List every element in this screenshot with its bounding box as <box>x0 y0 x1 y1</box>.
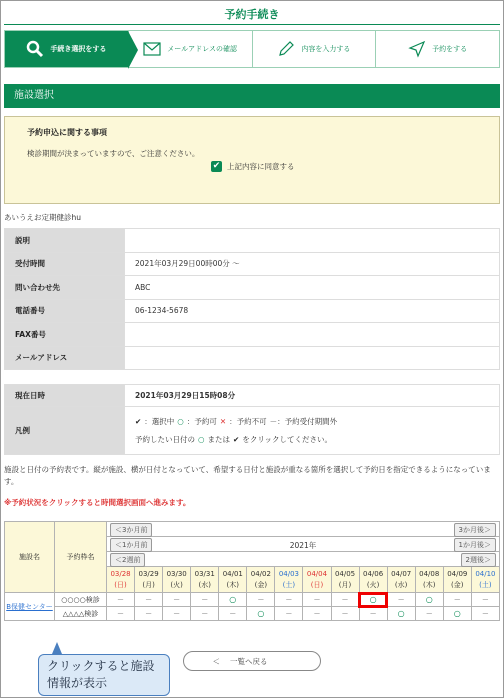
chevron-left-icon: ＜ <box>212 656 220 666</box>
schedule-description: 施設と日付の予約表です。縦が施設、横が日付となっていて、希望する日付と施設が重なる箇所を選択して予約日を指定できるようになっています。 <box>4 465 491 486</box>
slot-available[interactable] <box>443 607 471 621</box>
date-label: 04/04 <box>306 569 328 578</box>
prev-2week-button[interactable]: ＜2週前 <box>110 553 145 567</box>
title-divider <box>4 24 500 25</box>
dash-mark: － <box>145 609 153 618</box>
nav-row-2week <box>107 552 500 567</box>
instruction-pre: 予約したい日付の <box>135 435 195 444</box>
info-label: 説明 <box>5 229 125 253</box>
dash-mark: － <box>173 595 181 604</box>
info-row <box>5 323 500 347</box>
date-header <box>191 567 219 593</box>
dash-mark: － <box>145 595 153 604</box>
step-select-procedure <box>5 31 129 67</box>
send-icon <box>408 40 426 58</box>
next-3month-button[interactable]: 3か月後＞ <box>454 523 496 537</box>
prev-1month-button[interactable]: ＜1か月前 <box>110 538 152 552</box>
slot-outside <box>219 607 247 621</box>
slot-outside <box>331 607 359 621</box>
circle-icon: ○ <box>198 435 205 444</box>
prev-3month-button[interactable]: ＜3か月前 <box>110 523 152 537</box>
date-label: 03/31 <box>194 569 215 578</box>
weekday-label: (木) <box>226 580 240 589</box>
circle-icon: ○ <box>229 595 237 604</box>
slot-outside <box>331 593 359 607</box>
slot-outside <box>191 593 219 607</box>
step-label: 手続き選択をする <box>50 45 107 53</box>
info-value <box>125 346 500 370</box>
info-row <box>5 346 500 370</box>
weekday-label: (土) <box>282 580 296 589</box>
dash-mark: － <box>229 609 237 618</box>
slot-outside <box>107 607 135 621</box>
status-table <box>4 384 500 455</box>
envelope-icon <box>143 42 161 56</box>
schedule-warning: ※予約状況をクリックすると時間選択画面へ進みます。 <box>4 498 191 507</box>
frame-name: ○○○○検診 <box>55 593 107 607</box>
slot-available[interactable] <box>387 607 415 621</box>
legend-selected: ：選択中 <box>144 417 175 426</box>
weekday-label: (火) <box>366 580 380 589</box>
dash-mark: － <box>313 595 321 604</box>
slot-outside <box>135 593 163 607</box>
notice-text: 検診期間が決まっていますので、ご注意ください。 <box>27 149 200 158</box>
schedule-table <box>4 521 500 621</box>
step-indicator <box>4 30 500 68</box>
slot-outside <box>135 607 163 621</box>
section-title: 施設選択 <box>4 84 500 108</box>
slot-outside <box>163 593 191 607</box>
slot-available[interactable] <box>359 593 387 607</box>
schedule-nav-row <box>5 522 500 537</box>
date-label: 04/10 <box>475 569 496 578</box>
dash-mark: － <box>285 609 293 618</box>
weekday-label: (日) <box>310 580 324 589</box>
slot-outside <box>471 593 499 607</box>
dash-mark: － <box>369 609 377 618</box>
legend-unavailable: ：予約不可 <box>229 417 267 426</box>
slot-outside <box>303 607 331 621</box>
slot-outside <box>191 607 219 621</box>
info-value <box>125 229 500 253</box>
check-icon: ✔ <box>135 417 142 426</box>
dash-mark: － <box>481 609 489 618</box>
circle-icon: ○ <box>425 595 433 604</box>
info-label: 受付時間 <box>5 252 125 276</box>
instruction-post: をクリックしてください。 <box>242 435 333 444</box>
date-header <box>331 567 359 593</box>
dash-mark: － <box>285 595 293 604</box>
current-label: 現在日時 <box>5 385 125 407</box>
weekday-label: (金) <box>451 580 464 589</box>
slot-outside <box>471 607 499 621</box>
date-label: 04/02 <box>250 569 271 578</box>
dash-mark: － <box>201 595 209 604</box>
schedule-row <box>5 607 500 621</box>
info-label: 電話番号 <box>5 299 125 323</box>
date-header <box>163 567 191 593</box>
current-row <box>5 385 500 407</box>
info-label: 問い合わせ先 <box>5 276 125 300</box>
step-reserve <box>376 31 499 67</box>
date-header <box>303 567 331 593</box>
dash-mark: － <box>117 595 125 604</box>
legend-instruction <box>135 431 499 449</box>
legend-line <box>135 413 499 431</box>
dash-mark: － <box>425 609 433 618</box>
agree-label: 上記内容に同意する <box>227 162 295 171</box>
dash-mark: － <box>453 595 461 604</box>
instruction-mid: または <box>207 435 231 444</box>
nav-row-1month <box>107 537 500 552</box>
col-frame-header: 予約枠名 <box>55 522 107 593</box>
weekday-label: (土) <box>479 580 492 589</box>
page-title: 予約手続き <box>224 8 280 21</box>
slot-available[interactable] <box>415 593 443 607</box>
weekday-label: (金) <box>254 580 268 589</box>
date-header <box>387 567 415 593</box>
info-row <box>5 229 500 253</box>
date-header <box>443 567 471 593</box>
date-label: 03/29 <box>138 569 159 578</box>
pencil-icon <box>277 40 295 58</box>
circle-icon: ○ <box>397 609 405 618</box>
step-label: 内容を入力する <box>301 45 351 53</box>
weekday-label: (火) <box>170 580 183 589</box>
dash-mark: － <box>257 595 265 604</box>
legend-available: ：予約可 <box>186 417 217 426</box>
dash-mark: － <box>117 609 125 618</box>
dash-mark: － <box>341 595 349 604</box>
info-label: FAX番号 <box>5 323 125 347</box>
notice-box <box>4 116 500 204</box>
callout-tail <box>52 642 62 654</box>
circle-icon: ○ <box>257 609 265 618</box>
slot-outside <box>415 607 443 621</box>
slot-outside <box>443 593 471 607</box>
year-label: 2021年 <box>289 541 317 550</box>
weekday-label: (水) <box>394 580 408 589</box>
date-header <box>107 567 135 593</box>
step-label: メールアドレスの確認 <box>167 45 237 53</box>
schedule-row <box>5 593 500 607</box>
weekday-label: (月) <box>142 580 155 589</box>
facility-info-table <box>4 228 500 370</box>
next-1month-button[interactable]: 1か月後＞ <box>454 538 496 552</box>
date-label: 04/09 <box>447 569 468 578</box>
slot-outside <box>275 607 303 621</box>
legend-label: 凡例 <box>5 407 125 455</box>
date-label: 04/08 <box>419 569 440 578</box>
step-label: 予約をする <box>432 45 468 53</box>
back-to-list-button[interactable] <box>183 651 321 671</box>
weekday-label: (木) <box>422 580 436 589</box>
col-facility-header: 施設名 <box>5 522 55 593</box>
facility-name: あいうえお定期健診hu <box>4 213 82 222</box>
info-row <box>5 276 500 300</box>
date-header <box>359 567 387 593</box>
facility-link[interactable]: B保健センター <box>6 602 53 611</box>
current-value: 2021年03月29日15時08分 <box>125 385 500 407</box>
agree-checkbox[interactable]: ✔ <box>212 161 221 171</box>
dash-mark: － <box>201 609 209 618</box>
date-header <box>247 567 275 593</box>
date-label: 04/07 <box>391 569 412 578</box>
facility-cell <box>5 593 55 621</box>
slot-outside <box>303 593 331 607</box>
notice-title: 予約申込に関する事項 <box>27 128 107 137</box>
date-label: 04/03 <box>278 569 299 578</box>
dash-mark: － <box>341 609 349 618</box>
agree-checkbox-row[interactable] <box>211 161 295 172</box>
legend-content <box>125 407 500 455</box>
circle-icon: ○ <box>453 609 461 618</box>
info-row <box>5 252 500 276</box>
info-value: 06-1234-5678 <box>125 299 500 323</box>
info-label: メールアドレス <box>5 346 125 370</box>
weekday-label: (日) <box>114 580 127 589</box>
dash-mark: － <box>397 595 405 604</box>
slot-outside <box>247 593 275 607</box>
circle-icon: ○ <box>369 595 377 604</box>
step-input-content <box>253 31 377 67</box>
date-header <box>135 567 163 593</box>
weekday-label: (水) <box>198 580 211 589</box>
slot-available[interactable] <box>219 593 247 607</box>
weekday-label: (月) <box>338 580 352 589</box>
slot-outside <box>275 593 303 607</box>
slot-outside <box>387 593 415 607</box>
info-value: 2021年03月29日00時00分 ～ <box>125 252 500 276</box>
nav-row-3month <box>107 522 500 537</box>
slot-available[interactable] <box>247 607 275 621</box>
next-2week-button[interactable]: 2週後＞ <box>461 553 496 567</box>
dash-mark: － <box>481 595 489 604</box>
date-header <box>275 567 303 593</box>
callout-annotation: クリックすると施設情報が表示 <box>38 654 170 696</box>
date-label: 04/06 <box>363 569 384 578</box>
step-confirm-email <box>129 31 253 67</box>
slot-outside <box>107 593 135 607</box>
back-button-label: 一覧へ戻る <box>230 656 268 666</box>
date-label: 04/01 <box>222 569 243 578</box>
legend-outside: －：予約受付期間外 <box>269 417 338 426</box>
info-row <box>5 299 500 323</box>
date-header <box>471 567 499 593</box>
dash-mark: － <box>173 609 181 618</box>
info-value: ABC <box>125 276 500 300</box>
info-value <box>125 323 500 347</box>
legend-row <box>5 407 500 455</box>
frame-name: △△△△検診 <box>55 607 107 621</box>
date-label: 03/28 <box>110 569 131 578</box>
check-icon: ✔ <box>233 435 240 444</box>
date-header <box>219 567 247 593</box>
dash-mark: － <box>313 609 321 618</box>
date-header <box>415 567 443 593</box>
search-icon <box>26 40 44 58</box>
slot-outside <box>163 607 191 621</box>
date-label: 03/30 <box>166 569 187 578</box>
cross-icon: ✕ <box>219 417 227 426</box>
slot-outside <box>359 607 387 621</box>
date-label: 04/05 <box>334 569 356 578</box>
circle-icon: ○ <box>177 417 184 426</box>
